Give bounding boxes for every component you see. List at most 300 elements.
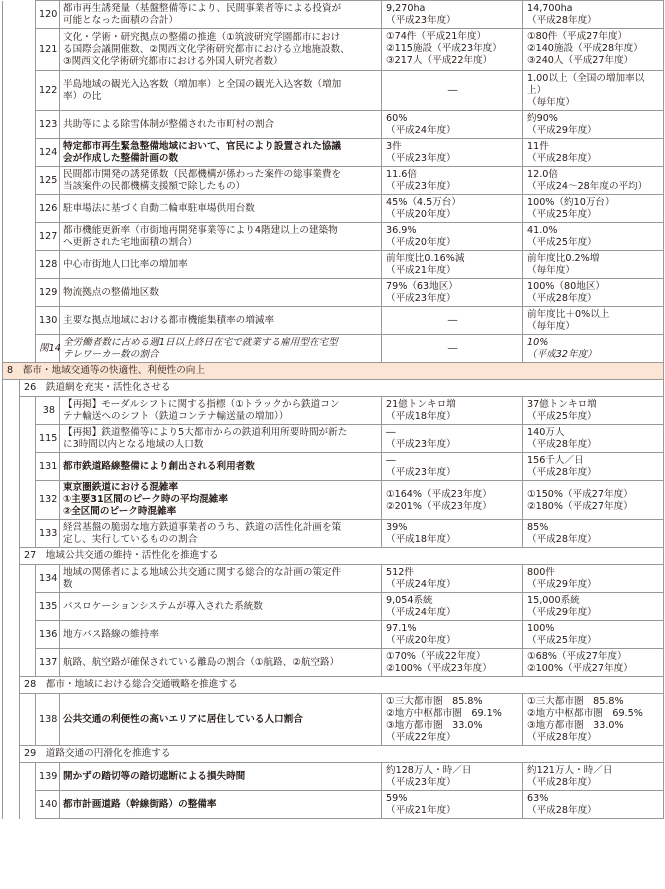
description-line: ②全区間のピーク時混雑率	[63, 506, 177, 517]
indicator-description	[60, 425, 382, 453]
target-line: ②180%（平成27年度）	[527, 500, 633, 512]
indicator-number: 130	[36, 307, 60, 335]
baseline-line: （平成24年度）	[386, 125, 456, 136]
target-value	[523, 453, 664, 481]
indicator-number: 139	[36, 763, 60, 791]
target-value	[523, 481, 664, 520]
description-line: 民間都市開発の誘発係数（民都機構が係わった案件の総事業費を	[63, 168, 342, 180]
target-line: 約121万人・時／日	[527, 765, 613, 776]
indicator-number: 122	[36, 71, 60, 111]
indicator-description	[60, 1, 382, 29]
indicator-row	[3, 1, 664, 29]
baseline-line: （平成23年度）	[386, 467, 456, 478]
indent-cell	[3, 453, 20, 481]
target-line: 41.0%	[527, 225, 558, 236]
description-line: テナ輸送へのシフト（鉄道コンテナ輸送量の増加））	[63, 410, 289, 422]
section-header-row	[3, 363, 664, 380]
indent-cell	[3, 167, 36, 195]
target-line: ③240人（平成27年度）	[527, 55, 634, 66]
description-line: 東京圏鉄道における混雑率	[63, 482, 179, 493]
target-line: （平成24～28年度の平均）	[527, 181, 648, 192]
description-line: 駐車場法に基づく自動二輪車駐車場供用台数	[63, 202, 255, 214]
target-line: （平成28年度）	[527, 153, 597, 164]
baseline-line: （平成23年度）	[386, 293, 456, 304]
description-line: へ更新された宅地面積の割合）	[63, 236, 198, 248]
indent-cell	[20, 694, 36, 746]
indent-cell	[3, 29, 36, 71]
baseline-line: 9,054系統	[386, 595, 433, 606]
indicator-number: 125	[36, 167, 60, 195]
indicator-number: 127	[36, 223, 60, 251]
baseline-value	[382, 520, 523, 548]
indent-cell	[20, 481, 36, 520]
indicator-number: 関14	[36, 335, 60, 363]
baseline-line: （平成20年度）	[386, 209, 456, 220]
description-line: 都市計画道路（幹線街路）の整備率	[63, 798, 217, 810]
baseline-line: 512件	[386, 567, 414, 578]
indicator-number: 115	[36, 425, 60, 453]
baseline-line: ―	[386, 427, 396, 438]
baseline-line: 3件	[386, 141, 402, 152]
baseline-value	[382, 195, 523, 223]
target-value	[523, 111, 664, 139]
indent-cell	[20, 791, 36, 819]
indent-cell	[3, 279, 36, 307]
indicator-row	[3, 139, 664, 167]
target-line: （平成28年度）	[527, 15, 597, 26]
indicator-row	[3, 335, 664, 363]
indicator-row	[3, 167, 664, 195]
indent-cell	[20, 397, 36, 425]
indicator-description	[60, 649, 382, 677]
target-value	[523, 139, 664, 167]
target-value	[523, 593, 664, 621]
indicator-description	[60, 307, 382, 335]
description-line: ①主要31区間のピーク時の平均混雑率	[63, 494, 228, 505]
baseline-line: （平成21年度）	[386, 265, 456, 276]
description-line: 【再掲】鉄道整備等により5大都市からの鉄道利用所要時間が新た	[63, 426, 348, 438]
indicator-number: 131	[36, 453, 60, 481]
description-line: 全労働者数に占める週1日以上終日在宅で就業する雇用型在宅型	[63, 336, 338, 348]
baseline-value	[382, 279, 523, 307]
indicator-number: 133	[36, 520, 60, 548]
indent-cell	[3, 694, 20, 746]
baseline-line: （平成20年度）	[386, 237, 456, 248]
indicator-description	[60, 251, 382, 279]
baseline-value	[382, 251, 523, 279]
baseline-value	[382, 593, 523, 621]
indicator-description	[60, 694, 382, 746]
description-line: 都市再生誘発量（基盤整備等により、民間事業者等による投資が	[63, 2, 342, 14]
target-line: ②140施設（平成28年度）	[527, 43, 643, 54]
description-line: 数	[63, 578, 73, 590]
indicator-number: 129	[36, 279, 60, 307]
target-line: （平成32年度）	[527, 349, 597, 360]
indent-cell	[3, 481, 20, 520]
indicator-row	[3, 307, 664, 335]
description-line: 航路、航空路が確保されている離島の割合（①航路、②航空路）	[63, 656, 340, 668]
indicator-description	[60, 763, 382, 791]
baseline-value	[382, 71, 523, 111]
baseline-dash: ―	[447, 343, 458, 354]
indicator-row	[3, 111, 664, 139]
baseline-line: 11.6倍	[386, 169, 417, 180]
target-line: （平成25年度）	[527, 635, 597, 646]
baseline-value	[382, 621, 523, 649]
subsection-header-row	[3, 746, 664, 763]
baseline-value	[382, 111, 523, 139]
target-value	[523, 195, 664, 223]
target-line: 140万人	[527, 427, 565, 438]
indicator-row	[3, 621, 664, 649]
baseline-line: ①74件（平成21年度）	[386, 31, 487, 42]
target-value	[523, 397, 664, 425]
indicator-row	[3, 425, 664, 453]
indicator-description	[60, 520, 382, 548]
baseline-line: ③217人（平成22年度）	[386, 55, 493, 66]
target-line: （平成28年度）	[527, 732, 597, 743]
target-line: 37億トンキロ増	[527, 399, 597, 410]
target-line: （平成28年度）	[527, 805, 597, 816]
indicator-number: 38	[36, 397, 60, 425]
target-value	[523, 71, 664, 111]
target-value	[523, 335, 664, 363]
subsection-header: 28 都市・地域における総合交通戦略を推進する	[20, 677, 664, 694]
target-line: ③地方都市圏 33.0%	[527, 720, 624, 731]
indicator-row	[3, 29, 664, 71]
subsection-header-row	[3, 380, 664, 397]
indent-cell	[3, 565, 20, 593]
baseline-line: 97.1%	[386, 623, 417, 634]
indent-cell	[20, 621, 36, 649]
description-line: 会が作成した整備計画の数	[63, 152, 179, 164]
indent-cell	[3, 791, 20, 819]
indent-cell	[3, 251, 36, 279]
indent-cell	[20, 520, 36, 548]
indicator-row	[3, 649, 664, 677]
description-line: 公共交通の利便性の高いエリアに居住している人口割合	[63, 713, 303, 725]
target-line: ①150%（平成27年度）	[527, 488, 633, 500]
target-line: ①80件（平成27年度）	[527, 31, 628, 42]
target-line: （平成28年度）	[527, 777, 597, 788]
baseline-line: ①70%（平成22年度）	[386, 651, 486, 662]
description-line: 開かずの踏切等の踏切遮断による損失時間	[63, 770, 246, 782]
indicator-number: 121	[36, 29, 60, 71]
target-line: （平成29年度）	[527, 607, 597, 618]
indicator-number: 120	[36, 1, 60, 29]
target-line: （毎年度）	[527, 97, 575, 108]
target-line: 前年度比0.2%増	[527, 253, 600, 264]
target-line: 63%	[527, 793, 549, 804]
baseline-line: ①三大都市圏 85.8%	[386, 696, 483, 707]
description-line: バスロケーションシステムが導入された系統数	[63, 600, 263, 612]
baseline-line: （平成20年度）	[386, 635, 456, 646]
baseline-line: （平成23年度）	[386, 439, 456, 450]
subsection-header-row	[3, 677, 664, 694]
baseline-line: （平成21年度）	[386, 805, 456, 816]
baseline-line: 39%	[386, 522, 408, 533]
target-line: 156千人／日	[527, 455, 584, 466]
target-line: （平成25年度）	[527, 411, 597, 422]
baseline-line: ②201%（平成23年度）	[386, 500, 492, 512]
target-line: （平成28年度）	[527, 293, 597, 304]
target-line: （平成25年度）	[527, 209, 597, 220]
target-line: （平成28年度）	[527, 467, 597, 478]
indicator-description	[60, 621, 382, 649]
target-line: 12.0倍	[527, 169, 558, 180]
baseline-line: ②地方中枢都市圏 69.1%	[386, 708, 502, 719]
indicator-description	[60, 29, 382, 71]
indent-cell	[3, 307, 36, 335]
description-line: に3時間以内となる地域の人口数	[63, 438, 204, 450]
indicator-row	[3, 694, 664, 746]
description-line: 地方バス路線の維持率	[63, 628, 159, 640]
section-header: 8 都市・地域交通等の快適性、利便性の向上	[3, 363, 664, 380]
baseline-line: （平成22年度）	[386, 732, 456, 743]
indicator-row	[3, 453, 664, 481]
indent-cell	[3, 746, 20, 763]
subsection-header: 29 道路交通の円滑化を推進する	[20, 746, 664, 763]
target-line: （平成25年度）	[527, 237, 597, 248]
indicator-row	[3, 763, 664, 791]
baseline-line: 60%	[386, 113, 408, 124]
baseline-value	[382, 481, 523, 520]
indicator-description	[60, 791, 382, 819]
description-line: 物流拠点の整備地区数	[63, 286, 159, 298]
target-line: 800件	[527, 567, 555, 578]
baseline-line: ③地方都市圏 33.0%	[386, 720, 483, 731]
subsection-header: 26 鉄道網を充実・活性化させる	[20, 380, 664, 397]
target-line: 15,000系統	[527, 595, 580, 606]
baseline-value	[382, 453, 523, 481]
indent-cell	[20, 593, 36, 621]
indent-cell	[3, 380, 20, 397]
baseline-value	[382, 649, 523, 677]
target-value	[523, 1, 664, 29]
indicator-number: 137	[36, 649, 60, 677]
target-value	[523, 425, 664, 453]
target-line: 約90%	[527, 113, 558, 124]
target-line: 14,700ha	[527, 3, 573, 14]
baseline-value	[382, 397, 523, 425]
indent-cell	[3, 593, 20, 621]
baseline-dash: ―	[447, 85, 458, 96]
description-line: 【再掲】モーダルシフトに関する指標（①トラックから鉄道コン	[63, 398, 340, 410]
baseline-line: ②115施設（平成23年度）	[386, 43, 502, 54]
target-value	[523, 791, 664, 819]
description-line: 文化・学術・研究拠点の整備の推進（①筑波研究学園都市におけ	[63, 31, 341, 43]
indent-cell	[3, 223, 36, 251]
indent-cell	[3, 139, 36, 167]
baseline-line: （平成18年度）	[386, 411, 456, 422]
indicator-description	[60, 593, 382, 621]
baseline-line: 36.9%	[386, 225, 417, 236]
target-line: （平成29年度）	[527, 125, 597, 136]
target-line: 1.00以上（全国の増加率以	[527, 73, 645, 84]
indent-cell	[3, 763, 20, 791]
indent-cell	[3, 548, 20, 565]
description-line: 半島地域の観光入込客数（増加率）と全国の観光入込客数（増加	[63, 78, 342, 90]
description-line: る国際会議開催数、②関西文化学術研究都市における立地施設数、	[63, 43, 350, 55]
indent-cell	[3, 1, 36, 29]
indicator-description	[60, 453, 382, 481]
indent-cell	[3, 397, 20, 425]
target-value	[523, 29, 664, 71]
indent-cell	[3, 195, 36, 223]
baseline-line: 59%	[386, 793, 408, 804]
baseline-line: （平成18年度）	[386, 534, 456, 545]
indicator-description	[60, 565, 382, 593]
target-value	[523, 167, 664, 195]
indent-cell	[20, 425, 36, 453]
target-line: （平成29年度）	[527, 579, 597, 590]
indicator-description	[60, 279, 382, 307]
indicator-row	[3, 251, 664, 279]
indicator-row	[3, 791, 664, 819]
baseline-line: 9,270ha	[386, 3, 426, 14]
description-line: 経営基盤の脆弱な地方鉄道事業者のうち、鉄道の活性化計画を策	[63, 521, 342, 533]
target-line: ①68%（平成27年度）	[527, 651, 627, 662]
description-line: ③関西文化学術研究都市における外国人研究者数）	[63, 55, 283, 67]
target-value	[523, 279, 664, 307]
baseline-line: 79%（63地区）	[386, 281, 458, 292]
performance-indicator-table	[2, 0, 664, 819]
baseline-value	[382, 763, 523, 791]
indicator-number: 123	[36, 111, 60, 139]
description-line: 可能となった面積の合計）	[63, 14, 179, 26]
subsection-header-row	[3, 548, 664, 565]
indicator-description	[60, 397, 382, 425]
indicator-number: 135	[36, 593, 60, 621]
indicator-number: 140	[36, 791, 60, 819]
target-line: 100%（約10万台）	[527, 197, 615, 208]
baseline-value	[382, 29, 523, 71]
indicator-description	[60, 111, 382, 139]
indent-cell	[20, 565, 36, 593]
indicator-description	[60, 71, 382, 111]
indicator-description	[60, 481, 382, 520]
target-value	[523, 565, 664, 593]
target-value	[523, 763, 664, 791]
baseline-line: ②100%（平成23年度）	[386, 663, 492, 674]
description-line: 都市機能更新率（市街地再開発事業等により4階建以上の建築物	[63, 224, 338, 236]
indicator-number: 138	[36, 694, 60, 746]
baseline-dash: ―	[447, 315, 458, 326]
description-line: 特定都市再生緊急整備地域において、官民により設置された協議	[63, 140, 342, 152]
indicator-number: 136	[36, 621, 60, 649]
baseline-line: （平成23年度）	[386, 15, 456, 26]
target-line: 10%	[527, 337, 549, 348]
description-line: 共助等による除雪体制が整備された市町村の割合	[63, 118, 275, 130]
baseline-line: ①164%（平成23年度）	[386, 488, 492, 500]
target-line: 前年度比＋0%以上	[527, 309, 610, 320]
indent-cell	[3, 520, 20, 548]
baseline-line: （平成23年度）	[386, 181, 456, 192]
description-line: 地域の関係者による地域公共交通に関する総合的な計画の策定件	[63, 566, 342, 578]
target-line: ②地方中枢都市圏 69.5%	[527, 708, 643, 719]
indicator-row	[3, 195, 664, 223]
baseline-line: （平成24年度）	[386, 579, 456, 590]
target-value	[523, 520, 664, 548]
baseline-line: （平成23年度）	[386, 777, 456, 788]
indicator-row	[3, 481, 664, 520]
indicator-row	[3, 279, 664, 307]
indicator-row	[3, 565, 664, 593]
indicator-row	[3, 593, 664, 621]
baseline-value	[382, 694, 523, 746]
indicator-description	[60, 335, 382, 363]
indent-cell	[3, 621, 20, 649]
indicator-number: 124	[36, 139, 60, 167]
target-line: （毎年度）	[527, 321, 575, 332]
baseline-value	[382, 335, 523, 363]
target-value	[523, 649, 664, 677]
target-line: 100%	[527, 623, 555, 634]
indent-cell	[3, 111, 36, 139]
baseline-value	[382, 223, 523, 251]
description-line: 定し、実行しているものの割合	[63, 533, 198, 545]
baseline-line: ―	[386, 455, 396, 466]
indicator-row	[3, 520, 664, 548]
description-line: 主要な拠点地域における都市機能集積率の増減率	[63, 314, 275, 326]
target-value	[523, 621, 664, 649]
indicator-number: 126	[36, 195, 60, 223]
description-line: 当該案件の民都機構支援額で除したもの）	[63, 180, 246, 192]
indicator-description	[60, 223, 382, 251]
baseline-line: （平成23年度）	[386, 153, 456, 164]
baseline-value	[382, 167, 523, 195]
baseline-value	[382, 565, 523, 593]
indent-cell	[3, 335, 36, 363]
indicator-description	[60, 195, 382, 223]
target-value	[523, 251, 664, 279]
baseline-value	[382, 1, 523, 29]
indicator-row	[3, 397, 664, 425]
indent-cell	[3, 677, 20, 694]
description-line: 率）の比	[63, 90, 102, 102]
indent-cell	[3, 71, 36, 111]
indent-cell	[20, 649, 36, 677]
indicator-description	[60, 167, 382, 195]
target-line: 100%（80地区）	[527, 281, 606, 292]
indicator-number: 132	[36, 481, 60, 520]
baseline-line: 21億トンキロ増	[386, 399, 456, 410]
baseline-line: 前年度比0.16%減	[386, 253, 465, 264]
indicator-row	[3, 223, 664, 251]
baseline-line: 約128万人・時／日	[386, 765, 472, 776]
target-value	[523, 223, 664, 251]
target-line: （平成28年度）	[527, 439, 597, 450]
baseline-value	[382, 307, 523, 335]
description-line: 中心市街地人口比率の増加率	[63, 258, 188, 270]
target-line: ②100%（平成27年度）	[527, 663, 633, 674]
subsection-header: 27 地域公共交通の維持・活性化を推進する	[20, 548, 664, 565]
target-value	[523, 694, 664, 746]
description-line: 都市鉄道路線整備により創出される利用者数	[63, 460, 255, 472]
baseline-line: 45%（4.5万台）	[386, 197, 461, 208]
target-value	[523, 307, 664, 335]
baseline-value	[382, 791, 523, 819]
indent-cell	[20, 763, 36, 791]
indent-cell	[20, 453, 36, 481]
indicator-number: 128	[36, 251, 60, 279]
indent-cell	[3, 425, 20, 453]
target-line: （平成28年度）	[527, 534, 597, 545]
indicator-number: 134	[36, 565, 60, 593]
target-line: 85%	[527, 522, 549, 533]
baseline-value	[382, 139, 523, 167]
indicator-description	[60, 139, 382, 167]
